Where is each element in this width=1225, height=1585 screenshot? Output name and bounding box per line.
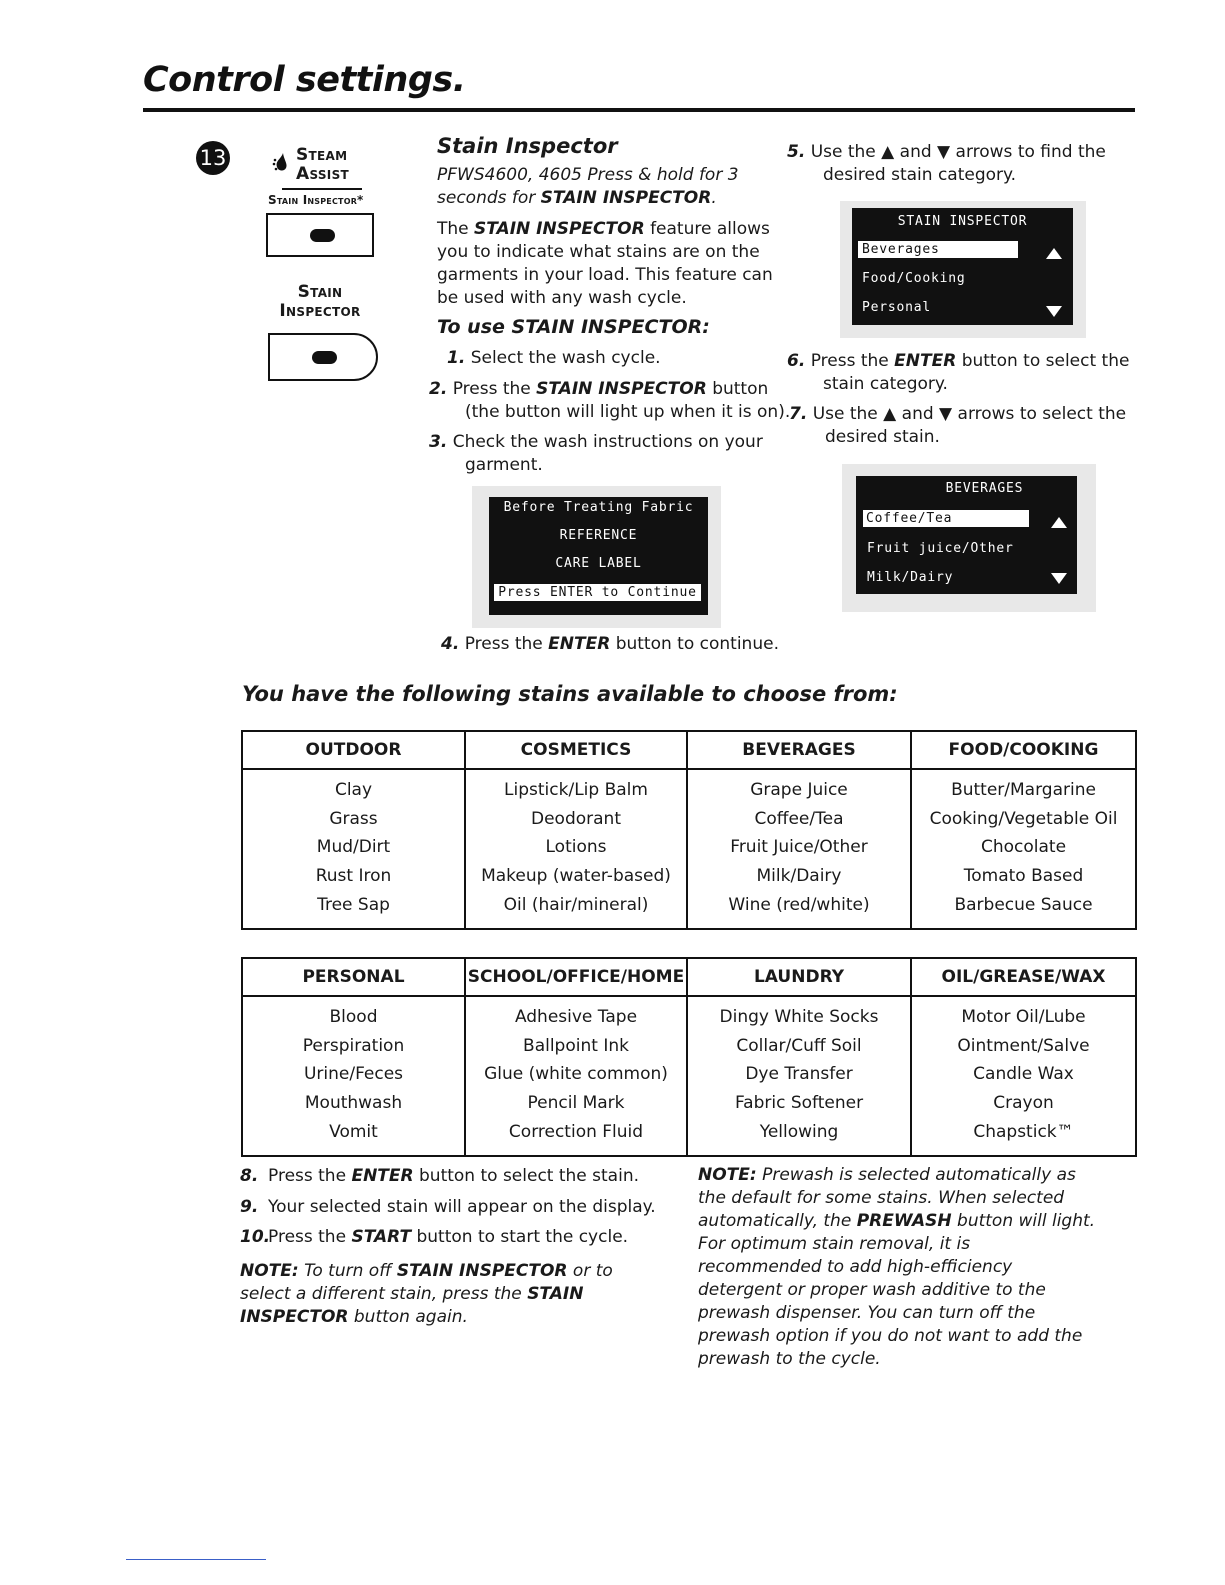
stain-item: Vomit: [329, 1121, 378, 1142]
steam-assist-line2: Assist: [296, 164, 349, 184]
available-stains-heading: You have the following stains available to choose from:: [242, 682, 898, 706]
step-5: [787, 141, 1148, 187]
step-text-end: button to select the stain.: [413, 1166, 640, 1186]
display-line: Before Treating Fabric: [503, 500, 694, 515]
stain-item: Coffee/Tea: [754, 808, 844, 829]
stain-item: Dye Transfer: [745, 1064, 853, 1085]
stain-item: Tree Sap: [317, 894, 390, 915]
display-item-selected: Beverages: [858, 241, 1018, 258]
steam-assist-label: [296, 146, 349, 184]
step-text-end: button to start the cycle.: [411, 1227, 629, 1247]
stain-item: Cooking/Vegetable Oil: [929, 808, 1118, 829]
stain-item: Deodorant: [531, 808, 621, 829]
display-title: STAIN INSPECTOR: [897, 214, 1028, 229]
scroll-down-icon: [1051, 573, 1067, 584]
note-text-end: button again.: [348, 1307, 468, 1327]
step-text: Use the: [812, 404, 884, 424]
step-text: and: [896, 404, 940, 424]
step-3: [429, 431, 795, 477]
step-8: [240, 1165, 670, 1188]
step-bold: ENTER: [548, 634, 611, 654]
table-cell-cosmetics: [465, 769, 687, 929]
step-10: [240, 1226, 670, 1249]
stain-item: Milk/Dairy: [756, 866, 842, 887]
stain-item: Oil (hair/mineral): [503, 894, 649, 915]
button-indicator: [312, 351, 337, 364]
stain-item: Yellowing: [759, 1121, 839, 1142]
table-header-cell: OIL/GREASE/WAX: [911, 958, 1136, 996]
stain-inspector-line2: Inspector: [279, 301, 361, 321]
stain-item: Mud/Dirt: [316, 837, 391, 858]
stain-item: Butter/Margarine: [951, 780, 1096, 800]
stain-inspector-button[interactable]: [268, 333, 378, 381]
display-item: Milk/Dairy: [867, 570, 954, 585]
table-cell-laundry: [687, 996, 911, 1156]
step-9: [240, 1196, 680, 1219]
page-title: Control settings.: [143, 60, 466, 100]
table-header-row: [242, 731, 1136, 769]
stain-item: Fabric Softener: [734, 1093, 864, 1114]
step-number: 9.: [240, 1197, 259, 1217]
table-row: [242, 769, 1136, 929]
stain-item: Ointment/Salve: [957, 1035, 1090, 1056]
stain-table-2: [241, 957, 1137, 1157]
step-text: Check the wash instructions on your garment.: [452, 432, 763, 475]
display-category-frame: [840, 201, 1086, 338]
display-beverages-frame: [842, 464, 1096, 612]
table-header-cell: SCHOOL/OFFICE/HOME: [465, 958, 687, 996]
step-text-end: button to continue.: [610, 634, 779, 654]
stain-item: Wine (red/white): [728, 894, 870, 915]
button-indicator: [310, 229, 335, 242]
table-cell-school-office-home: [465, 996, 687, 1156]
note-text: Prewash is selected automatically as the default for some stains. When selected automatically, the: [698, 1165, 1076, 1231]
display-item: Food/Cooking: [862, 271, 966, 286]
table-cell-beverages: [687, 769, 911, 929]
display-fabric-frame: [472, 486, 721, 628]
stain-item: Correction Fluid: [508, 1121, 644, 1142]
step-text: Press the: [268, 1227, 352, 1247]
stain-item: Dingy White Socks: [719, 1007, 879, 1027]
step-2: [429, 378, 795, 424]
stain-item: Chapstick™: [973, 1121, 1074, 1142]
step-text-end: button (the button will light up when it is on).: [465, 379, 791, 422]
step-text: Press the: [452, 379, 537, 399]
stain-inspector-line1: Stain: [297, 282, 343, 302]
table-header-cell: LAUNDRY: [687, 958, 911, 996]
panel-divider: [282, 188, 362, 190]
title-rule: [143, 108, 1135, 112]
table-cell-oil-grease-wax: [911, 996, 1136, 1156]
display-title: BEVERAGES: [945, 481, 1024, 496]
table-cell-personal: [242, 996, 465, 1156]
table-row: [242, 996, 1136, 1156]
stain-item: Adhesive Tape: [514, 1007, 638, 1027]
stain-item: Glue (white common): [484, 1064, 668, 1085]
howto-heading: To use STAIN INSPECTOR:: [437, 316, 710, 338]
note-label: NOTE:: [698, 1165, 757, 1185]
up-arrow-icon: ▲: [881, 142, 895, 162]
stain-item: Grass: [329, 808, 378, 829]
step-bold: ENTER: [351, 1166, 414, 1186]
stain-item: Barbecue Sauce: [954, 894, 1093, 915]
table-header-row: [242, 958, 1136, 996]
display-category-screen: [852, 208, 1073, 325]
table-header-cell: COSMETICS: [465, 731, 687, 769]
steam-assist-button[interactable]: [266, 213, 374, 257]
stain-item: Ballpoint Ink: [523, 1035, 629, 1056]
step-1: [447, 347, 777, 370]
feature-bold: STAIN INSPECTOR: [474, 219, 645, 239]
step-number: 10.: [240, 1227, 271, 1247]
note-bold: STAIN INSPECTOR: [396, 1261, 568, 1281]
model-note: [437, 164, 767, 210]
note-prewash: [698, 1164, 1098, 1371]
feature-text-end: feature allows you to indicate what stains are on the garments in your load. This feature can be used with any wash cycle.: [437, 219, 773, 308]
steam-assist-line1: Steam: [296, 145, 348, 165]
stain-item: Motor Oil/Lube: [961, 1007, 1086, 1027]
table-cell-outdoor: [242, 769, 465, 929]
model-note-end: .: [711, 188, 717, 208]
stain-item: Lotions: [545, 837, 607, 858]
note-text: To turn off: [298, 1261, 397, 1281]
stain-item: Fruit Juice/Other: [730, 837, 868, 858]
step-4: [441, 633, 781, 656]
scroll-up-icon: [1051, 517, 1067, 528]
step-number: 1.: [447, 348, 466, 368]
stain-item: Tomato Based: [963, 866, 1084, 887]
display-line-selected: Press ENTER to Continue: [494, 584, 701, 601]
stain-item: Pencil Mark: [527, 1093, 625, 1114]
note-bold: PREWASH: [856, 1211, 952, 1231]
note-text-end: button will light. For optimum stain removal, it is recommended to add high-efficiency detergent or proper wash additive to the prewash dispenser. You can turn off the prewash option if you do not want to add the prewash to the cycle.: [698, 1211, 1096, 1369]
stain-item: Blood: [329, 1007, 378, 1027]
scroll-down-icon: [1046, 306, 1062, 317]
section-number-badge: 13: [196, 141, 230, 175]
model-note-text: PFWS4600, 4605 Press & hold for 3 seconds for: [437, 165, 739, 208]
stain-item: Crayon: [993, 1093, 1054, 1114]
table-cell-food-cooking: [911, 769, 1136, 929]
note-turn-off: [240, 1260, 660, 1329]
steam-drop-icon: [272, 152, 290, 174]
stain-inspector-star-label: Stain Inspector*: [268, 193, 364, 207]
note-label: NOTE:: [240, 1261, 299, 1281]
step-text-end: arrows to find the desired stain category.: [823, 142, 1106, 185]
step-text: Press the: [810, 351, 895, 371]
table-header-cell: PERSONAL: [242, 958, 465, 996]
stain-item: Candle Wax: [973, 1064, 1074, 1085]
table-header-cell: OUTDOOR: [242, 731, 465, 769]
step-text: Use the: [810, 142, 882, 162]
stain-table-1: [241, 730, 1137, 930]
step-text: and: [894, 142, 938, 162]
stain-inspector-heading: Stain Inspector: [437, 134, 618, 158]
step-text: Press the: [268, 1166, 352, 1186]
table-header-cell: FOOD/COOKING: [911, 731, 1136, 769]
step-text-end: button to select the stain category.: [823, 351, 1130, 394]
stain-item: Mouthwash: [304, 1093, 403, 1114]
down-arrow-icon: ▼: [939, 404, 953, 424]
step-number: 4.: [441, 634, 460, 654]
step-text-end: arrows to select the desired stain.: [825, 404, 1127, 447]
display-beverages-screen: [856, 476, 1077, 594]
note-bold: STAIN INSPECTOR: [240, 1284, 584, 1327]
step-number: 8.: [240, 1166, 259, 1186]
up-arrow-icon: ▲: [883, 404, 897, 424]
feature-text: The: [437, 219, 475, 239]
stain-item: Grape Juice: [750, 780, 848, 800]
stain-item: Lipstick/Lip Balm: [504, 780, 648, 800]
stain-item: Collar/Cuff Soil: [736, 1035, 862, 1056]
stain-item: Urine/Feces: [303, 1064, 404, 1085]
scroll-up-icon: [1046, 248, 1062, 259]
step-bold: STAIN INSPECTOR: [536, 379, 707, 399]
step-bold: START: [351, 1227, 412, 1247]
display-fabric-screen: [489, 497, 708, 615]
stain-item: Chocolate: [980, 837, 1067, 858]
stain-item: Clay: [334, 780, 373, 800]
down-arrow-icon: ▼: [937, 142, 951, 162]
step-7: [789, 403, 1150, 449]
step-text: Your selected stain will appear on the display.: [268, 1197, 656, 1217]
feature-description: [437, 218, 782, 310]
stain-item: Perspiration: [302, 1035, 405, 1056]
display-line: REFERENCE: [559, 528, 638, 543]
display-item: Fruit juice/Other: [867, 541, 1014, 556]
stain-item: Rust Iron: [315, 866, 392, 887]
note-text: or to select a different stain, press the: [240, 1261, 613, 1304]
display-item: Personal: [862, 300, 932, 315]
step-bold: ENTER: [894, 351, 957, 371]
display-line: CARE LABEL: [555, 556, 642, 571]
display-item-selected: Coffee/Tea: [863, 510, 1029, 527]
stain-item: Makeup (water-based): [481, 866, 671, 887]
table-header-cell: BEVERAGES: [687, 731, 911, 769]
model-note-bold: STAIN INSPECTOR: [540, 188, 712, 208]
footer-link-underline[interactable]: [126, 1559, 266, 1560]
step-6: [787, 350, 1148, 396]
step-text: Press the: [464, 634, 549, 654]
step-text: Select the wash cycle.: [470, 348, 661, 368]
stain-inspector-label: [268, 283, 372, 321]
